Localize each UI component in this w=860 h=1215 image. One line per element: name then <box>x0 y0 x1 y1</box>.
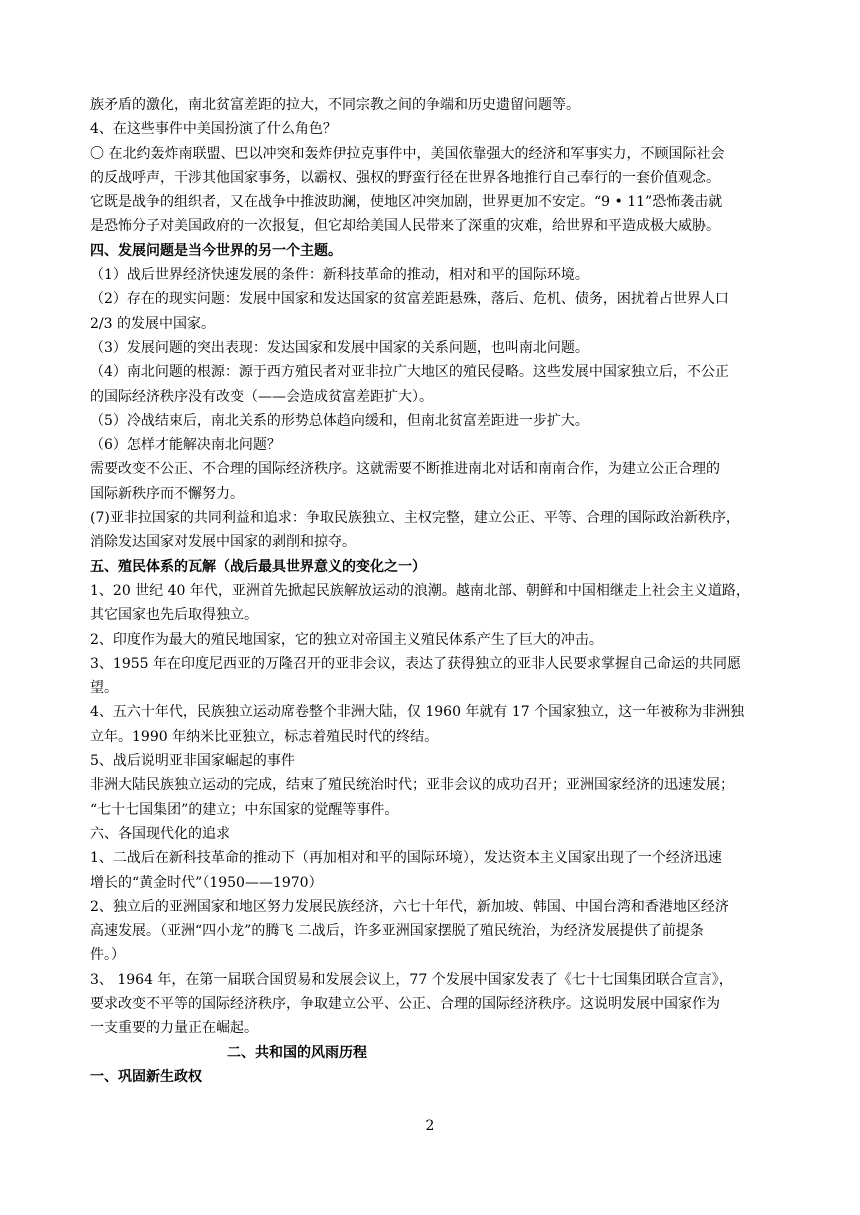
text-line: 1、二战后在新科技革命的推动下（再加相对和平的国际环境），发达资本主义国家出现了一个经济迅速 <box>90 850 722 867</box>
text-line: （6）怎样才能解决南北问题？ <box>90 437 281 454</box>
text-line: 国际新秩序而不懈努力。 <box>90 485 244 502</box>
text-line: 4、五六十年代，民族独立运动席卷整个非洲大陆，仅 1960 年就有 17 个国家独立，这一年被称为非洲独 <box>90 704 745 721</box>
section-heading: 四、发展问题是当今世界的另一个主题。 <box>90 242 342 259</box>
document-body <box>90 93 766 1089</box>
section-heading: 一、巩固新生政权 <box>90 1068 202 1085</box>
text-line: 消除发达国家对发展中国家的剥削和掠夺。 <box>90 534 356 551</box>
section-heading: 五、殖民体系的瓦解（战后最具世界意义的变化之一） <box>90 558 426 575</box>
text-line: 立年。1990 年纳米比亚独立，标志着殖民时代的终结。 <box>90 728 439 745</box>
text-line: （3）发展问题的突出表现：发达国家和发展中国家的关系问题，也叫南北问题。 <box>90 339 589 356</box>
text-line: （1）战后世界经济快速发展的条件：新科技革命的推动，相对和平的国际环境。 <box>90 267 589 284</box>
text-line: 高速发展。（亚洲“四小龙”的腾飞 二战后，许多亚洲国家摆脱了殖民统治，为经济发展提供了前提条 <box>90 923 704 940</box>
text-line: 望。 <box>90 680 118 697</box>
text-line: 的反战呼声，干涉其他国家事务，以霸权、强权的野蛮行径在世界各地推行自己奉行的一套价值观念。 <box>90 169 720 186</box>
section-heading: 二、共和国的风雨历程 <box>227 1044 367 1061</box>
text-line: “七十七国集团”的建立；中东国家的觉醒等事件。 <box>90 801 399 818</box>
text-line: 增长的“黄金时代”（1950——1970） <box>90 874 323 891</box>
text-line: （5）冷战结束后，南北关系的形势总体趋向缓和，但南北贫富差距进一步扩大。 <box>90 412 589 429</box>
text-line: 它既是战争的组织者，又在战争中推波助澜，使地区冲突加剧，世界更加不安定。“9 • 11”恐怖袭击就 <box>90 194 723 211</box>
text-line: 六、各国现代化的追求 <box>90 825 230 842</box>
text-line: 4、在这些事件中美国扮演了什么角色？ <box>90 121 337 138</box>
text-line: 5、战后说明亚非国家崛起的事件 <box>90 753 295 770</box>
text-line: 一支重要的力量正在崛起。 <box>90 1020 258 1037</box>
text-line: （2）存在的现实问题：发展中国家和发达国家的贫富差距悬殊，落后、危机、债务，困扰着占世界人口 <box>90 291 729 308</box>
text-line: （4）南北问题的根源：源于西方殖民者对亚非拉广大地区的殖民侵略。这些发展中国家独立后，不公正 <box>90 364 729 381</box>
text-line: 3、1955 年在印度尼西亚的万隆召开的亚非会议，表达了获得独立的亚非人民要求掌握自己命运的共同愿 <box>90 655 741 672</box>
page-number: 2 <box>425 1118 435 1134</box>
text-line: 〇 在北约轰炸南联盟、巴以冲突和轰炸伊拉克事件中，美国依靠强大的经济和军事实力，不顾国际社会 <box>90 145 725 162</box>
text-line: 的国际经济秩序没有改变（——会造成贫富差距扩大）。 <box>90 388 433 405</box>
text-line: 是恐怖分子对美国政府的一次报复，但它却给美国人民带来了深重的灾难，给世界和平造成极大威胁。 <box>90 218 720 235</box>
text-line: 需要改变不公正、不合理的国际经济秩序。这就需要不断推进南北对话和南南合作，为建立公正合理的 <box>90 461 720 478</box>
text-line: 2/3 的发展中国家。 <box>90 315 215 332</box>
text-line: (7)亚非拉国家的共同利益和追求：争取民族独立、主权完整，建立公正、平等、合理的国际政治新秩序， <box>90 510 740 527</box>
text-line: 1、20 世纪 40 年代，亚洲首先掀起民族解放运动的浪潮。越南北部、朝鲜和中国相继走上社会主义道路， <box>90 582 750 599</box>
text-line: 2、印度作为最大的殖民地国家，它的独立对帝国主义殖民体系产生了巨大的冲击。 <box>90 631 603 648</box>
text-line: 其它国家也先后取得独立。 <box>90 607 258 624</box>
text-line: 3、 1964 年，在第一届联合国贸易和发展会议上，77 个发展中国家发表了《七十七国集团联合宣言》， <box>90 971 733 988</box>
text-line: 要求改变不平等的国际经济秩序，争取建立公平、公正、合理的国际经济秩序。这说明发展中国家作为 <box>90 995 720 1012</box>
text-line: 件。） <box>90 947 125 964</box>
text-line: 2、独立后的亚洲国家和地区努力发展民族经济，六七十年代，新加坡、韩国、中国台湾和香港地区经济 <box>90 898 729 915</box>
text-line: 非洲大陆民族独立运动的完成，结束了殖民统治时代；亚非会议的成功召开；亚洲国家经济的迅速发展； <box>90 777 734 794</box>
text-line: 族矛盾的激化，南北贫富差距的拉大，不同宗教之间的争端和历史遗留问题等。 <box>90 97 580 113</box>
